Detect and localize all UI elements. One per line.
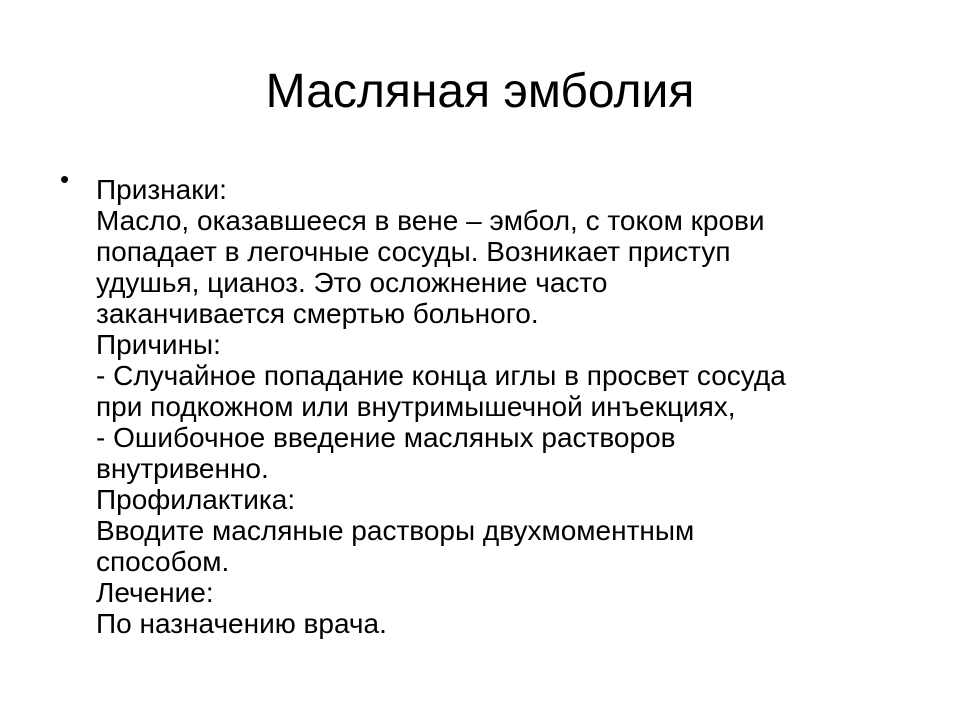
text-line: при подкожном или внутримышечной инъекциях,: [96, 391, 736, 422]
text-line: внутривенно.: [96, 453, 269, 484]
slide-title: Масляная эмболия: [265, 65, 695, 118]
text-line: По назначению врача.: [96, 608, 387, 639]
text-line: - Ошибочное введение масляных растворов: [96, 422, 676, 453]
section-heading-causes: Причины:: [96, 329, 221, 360]
text-line: Масло, оказавшееся в вене – эмбол, с током крови: [96, 205, 765, 236]
text-line: - Случайное попадание конца иглы в просвет сосуда: [96, 360, 786, 391]
text-line: заканчивается смертью больного.: [96, 298, 539, 329]
section-heading-treatment: Лечение:: [96, 577, 214, 608]
text-line: способом.: [96, 546, 230, 577]
text-line: удушья, цианоз. Это осложнение часто: [96, 267, 608, 298]
section-heading-signs: Признаки:: [96, 174, 227, 205]
section-heading-prevention: Профилактика:: [96, 484, 296, 515]
text-line: попадает в легочные сосуды. Возникает приступ: [96, 236, 731, 267]
text-line: Вводите масляные растворы двухмоментным: [96, 515, 695, 546]
bullet-icon: •: [60, 164, 70, 194]
bullet-text: [96, 174, 936, 639]
